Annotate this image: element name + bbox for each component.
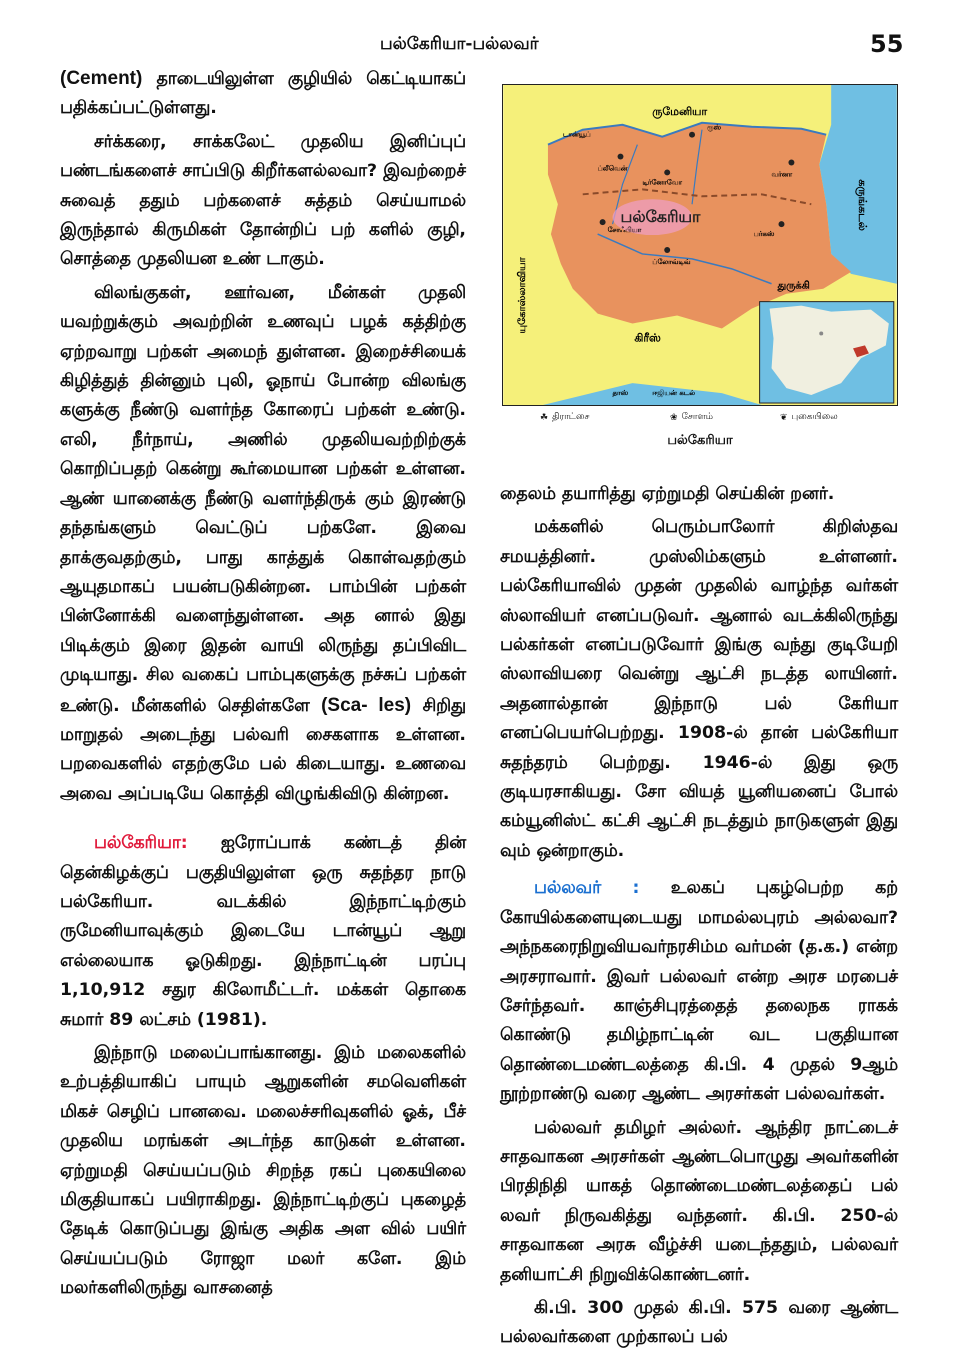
paragraph-pallavar-origin: பல்லவர் தமிழர் அல்லர். ஆந்திர நாட்டைச் சாதவாகன அரசர்கள் ஆண்டபொழுது அவர்களின் பிரதிநிதி யாகத் தொண்டைமண்டலத்தைப் பல் லவர் நிருவகித்து வந்தனர். கி.பி. 250-ல் சாதவாகன அரசு வீழ்ச்சி யடைந்ததும், பல்லவர் தனியாட்சி நிறுவிக்கொண்டனர். — [500, 1117, 898, 1285]
map-label-plovdiv: ப்லோவ்டிவ் — [652, 257, 691, 266]
map-label-yugoslavia: யுகோஸ்லாவியா — [517, 257, 529, 334]
paragraph-sweets: சர்க்கரை, சாக்கலேட் முதலிய இனிப்புப் பண்டங்களைச் சாப்பிடு கிறீர்களல்லவா? இவற்றைச் சுவைத் ததும் பற்களைச் சுத்தம் செய்யாமல் இருந்தால் கிருமிகள் தோன்றிப் பற் களில் குழி, சொத்தை முதலியன உண் டாகும். — [60, 131, 466, 270]
map-label-varna: வர்னா — [771, 170, 793, 179]
legend-corn-label: சோளம் — [681, 412, 713, 422]
bulgaria-map — [502, 84, 898, 406]
legend-tobacco-label: புகையிலை — [791, 412, 838, 422]
map-legend — [540, 412, 880, 428]
grapes-icon: ☘ — [540, 412, 549, 423]
map-label-black-sea: கருங்கடல் — [856, 179, 870, 231]
page-number: 55 — [870, 30, 904, 58]
pallavar-intro-text: உலகப் புகழ்பெற்ற கற் கோயில்களையுடையது மாமல்லபுரம் அல்லவா? அந்நகரைநிறுவியவர்நரசிம்ம வர்மன் (த.க.) என்ற அரசராவார். இவர் பல்லவர் என்ற அரச மரபைச் சேர்ந்தவர். காஞ்சிபுரத்தைத் தலைநக ராகக் கொண்டு தமிழ்நாட்டின் வட பகுதியான தொண்டைமண்டலத்தை கி.பி. 4 முதல் 9ஆம் நூற்றாண்டு வரை ஆண்ட அரசர்கள் பல்லவர்கள். — [500, 878, 898, 1105]
paragraph-bulgaria-intro — [60, 829, 466, 1035]
map-city-pleven — [618, 154, 624, 160]
legend-grapes-label: திராட்சை — [552, 412, 590, 422]
cement-text: தாடையிலுள்ள குழியில் கெட்டியாகப் பதிக்கப்பட்டுள்ளது. — [60, 69, 466, 119]
paragraph-pallavar-intro — [500, 874, 898, 1109]
paragraph-cement — [60, 64, 466, 124]
map-label-sofia: சோஃபியா — [607, 226, 642, 235]
map-inset-city — [819, 331, 823, 335]
pallavar-heading: பல்லவர் : — [534, 878, 640, 899]
map-label-turkey: துருக்கி — [777, 280, 810, 292]
legend-tobacco — [780, 412, 838, 423]
running-title: பல்கேரியா-பல்லவர் — [380, 34, 539, 54]
map-city-sofia — [600, 219, 606, 225]
bulgaria-heading: பல்கேரியா: — [94, 833, 188, 854]
map-label-thasos: தாஸ் — [612, 389, 629, 398]
map-city-burgas — [779, 221, 785, 227]
map-label-tirnovo: டிர்னோவோ — [642, 178, 682, 187]
paragraph-pallavar-period: கி.பி. 300 முதல் கி.பி. 575 வரை ஆண்ட பல்லவர்களை முற்காலப் பல் — [500, 1297, 898, 1348]
legend-corn — [670, 412, 713, 423]
map-city-tirnovo — [664, 169, 670, 175]
bulgaria-intro-text: ஐரோப்பாக் கண்டத் தின் தென்கிழக்குப் பகுதியிலுள்ள ஒரு சுதந்தர நாடு பல்கேரியா. வடக்கில் இந்நாட்டிற்கும் ருமேனியாவுக்கும் இடையே டான்யூப் ஆறு எல்லையாக ஓடுகிறது. இந்நாட்டின் பரப்பு 1,10,912 சதுர கிலோமீட்டர். மக்கள் தொகை சுமார் 89 லட்சம் (1981). — [60, 833, 466, 1030]
paragraph-bulgaria-history: மக்களில் பெரும்பாலோர் கிறிஸ்தவ சமயத்தினர். முஸ்லிம்களும் உள்ளனர். பல்கேரியாவில் முதன் முதலில் வாழ்ந்த வர்கள் ஸ்லாவியர் எனப்படுவர். ஆனால் வடக்கிலிருந்து பல்கர்கள் எனப்படுவோர் இங்கு வந்து குடியேறி ஸ்லாவியரை வென்று ஆட்சி நடத்த லாயினர். அதனால்தான் இந்நாடு பல் கேரியா எனப்பெயர்பெற்றது. 1908-ல் தான் பல்கேரியா சுதந்தரம் பெற்றது. 1946-ல் இது ஒரு குடியரசாகியது. சோ வியத் யூனியனைப் போல் கம்யூனிஸ்ட் கட்சி ஆட்சி நடத்தும் நாடுகளுள் இது வும் ஒன்றாகும். — [500, 517, 898, 861]
left-column — [60, 64, 466, 1308]
paragraph-attar: தைலம் தயாரித்து ஏற்றுமதி செய்கின் றனர். — [500, 484, 835, 504]
map-label-romania: ருமேனியா — [652, 104, 708, 118]
legend-grapes — [540, 412, 589, 423]
cement-term: (Cement) — [60, 68, 143, 89]
animal-teeth-text-b: சிறிது மாறுதல் அடைந்து பல்வரி சைகளாக உள்ளன. பறவைகளில் எதற்குமே பல் கிடையாது. உணவை அவை அப்படியே கொத்தி விழுங்கிவிடு கின்றன. — [60, 695, 466, 804]
map-label-pleven: ப்லீவென் — [597, 164, 628, 173]
map-label-bulgaria: பல்கேரியா — [620, 207, 701, 227]
map-label-ruse: ரூஸ் — [706, 123, 721, 132]
map-label-danube: டான்யூப் — [562, 130, 591, 139]
map-city-ruse — [689, 132, 695, 138]
map-city-plovdiv — [664, 247, 670, 253]
corn-icon: ❀ — [670, 412, 678, 423]
map-caption: பல்கேரியா — [667, 433, 733, 448]
animal-teeth-text-a: விலங்குகள், ஊர்வன, மீன்கள் முதலி யவற்றுக்கும் அவற்றின் உணவுப் பழக் கத்திற்கு ஏற்றவாறு பற்கள் அமைந் துள்ளன. இறைச்சியைக் கிழித்துத் தின்னும் புலி, ஓநாய் போன்ற விலங்கு களுக்கு நீண்டு வளர்ந்த கோரைப் பற்கள் உண்டு. எலி, நீர்நாய், அணில் முதலியவற்றிற்குக் கொறிப்பதற் கென்று கூர்மையான பற்கள் உள்ளன. ஆண் யானைக்கு நீண்டு வளர்ந்திருக் கும் இரண்டு தந்தங்களும் வெட்டுப் பற்களே. இவை தாக்குவதற்கும், பாது காத்துக் கொள்வதற்கும் ஆயுதமாகப் பயன்படுகின்றன. பாம்பின் பற்கள் பின்னோக்கி வளைந்துள்ளன. அத னால் இது பிடிக்கும் இரை இதன் வாயி லிருந்து தப்பிவிட முடியாது. சில வகைப் பாம்புகளுக்கு நச்சுப் பற்கள் உண்டு. மீன்களில் செதிள்களே — [60, 282, 466, 716]
paragraph-animal-teeth — [60, 279, 466, 809]
page-header — [0, 30, 966, 64]
map-city-varna — [788, 160, 794, 166]
map-label-greece: கிரீஸ் — [634, 331, 661, 345]
map-label-burgas: பர்கஸ் — [753, 230, 775, 239]
scales-term: (Sca- les) — [321, 694, 412, 716]
tobacco-icon: ❦ — [780, 412, 788, 423]
paragraph-bulgaria-geography: இந்நாடு மலைப்பாங்கானது. இம் மலைகளில் உற்பத்தியாகிப் பாயும் ஆறுகளின் சமவெளிகள் மிகச் செழிப் பானவை. மலைச்சரிவுகளில் ஓக், பீச் முதலிய மரங்கள் அடர்ந்த காடுகள் உள்ளன. ஏற்றுமதி செய்யப்படும் சிறந்த ரகப் புகையிலை மிகுதியாகப் பயிராகிறது. இந்நாட்டிற்குப் புகழைத் தேடிக் கொடுப்பது இங்கு அதிக அள வில் பயிர் செய்யப்படும் ரோஜா மலர் களே. இம் மலர்களிலிருந்து வாசனைத் — [60, 1043, 466, 1299]
bulgaria-map-figure — [502, 84, 898, 452]
map-label-aegean: ஈஜியன் கடல் — [652, 389, 696, 398]
right-column — [500, 480, 898, 1357]
